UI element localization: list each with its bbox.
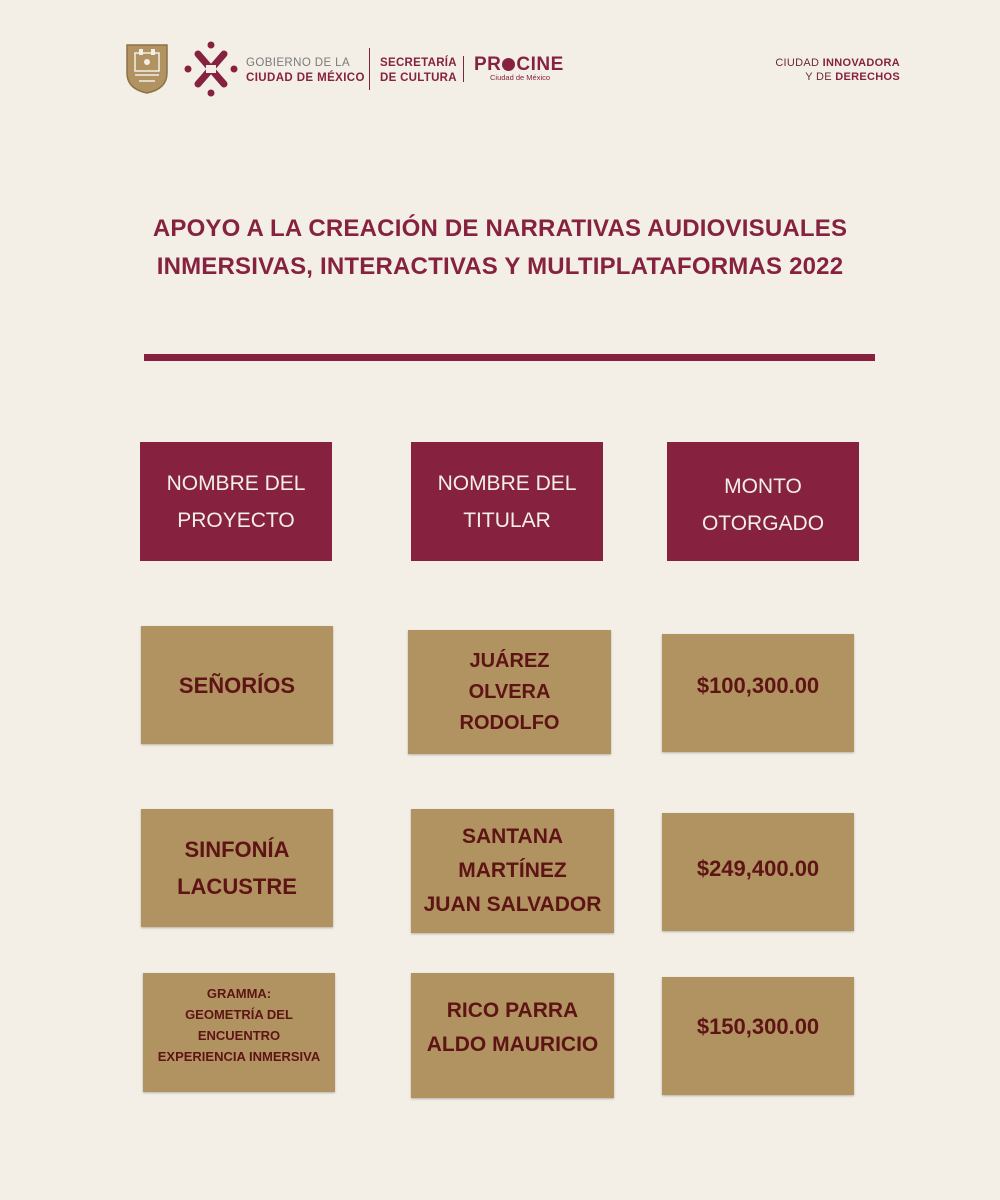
slogan-y-de: Y DE xyxy=(805,71,836,83)
procine-pr: PR xyxy=(474,54,502,75)
page-title xyxy=(100,210,900,286)
row-2-titular: SANTANA MARTÍNEZ JUAN SALVADOR xyxy=(411,809,614,933)
header-monto: MONTO OTORGADO xyxy=(667,442,859,561)
row-1-proyecto: SEÑORÍOS xyxy=(141,626,333,744)
procine-subtitle: Ciudad de México xyxy=(490,73,551,82)
title-line2: INMERSIVAS, INTERACTIVAS Y MULTIPLATAFORMAS 2022 xyxy=(156,253,844,280)
slogan-innovadora: INNOVADORA xyxy=(822,57,900,69)
row-3-monto: $150,300.00 xyxy=(662,977,854,1095)
slogan xyxy=(775,56,900,84)
slogan-ciudad: CIUDAD xyxy=(775,57,823,69)
row-2-proyecto: SINFONÍA LACUSTRE xyxy=(141,809,333,927)
header-divider xyxy=(463,56,464,82)
secretaria-line2: DE CULTURA xyxy=(380,72,457,84)
row-2-monto: $249,400.00 xyxy=(662,813,854,931)
gobierno-line1: GOBIERNO DE LA xyxy=(246,57,351,69)
row-3-titular: RICO PARRA ALDO MAURICIO xyxy=(411,973,614,1098)
row-1-titular: JUÁREZ OLVERA RODOLFO xyxy=(408,630,611,754)
procine-cine: CINE xyxy=(516,54,564,75)
row-3-proyecto: GRAMMA: GEOMETRÍA DEL ENCUENTRO EXPERIENCIA INMERSIVA xyxy=(143,973,335,1092)
gobierno-line2: CIUDAD DE MÉXICO xyxy=(246,72,365,84)
header-proyecto: NOMBRE DEL PROYECTO xyxy=(140,442,332,561)
header-titular: NOMBRE DEL TITULAR xyxy=(411,442,603,561)
header-divider xyxy=(369,48,370,90)
slogan-derechos: DERECHOS xyxy=(835,71,900,83)
title-divider xyxy=(144,354,875,361)
procine-circle-icon xyxy=(502,58,515,71)
row-1-monto: $100,300.00 xyxy=(662,634,854,752)
cdmx-emblem-icon xyxy=(184,40,238,98)
coat-of-arms-icon xyxy=(125,43,169,95)
title-line1: APOYO A LA CREACIÓN DE NARRATIVAS AUDIOVISUALES xyxy=(152,215,848,242)
secretaria-line1: SECRETARÍA xyxy=(380,57,457,69)
gobierno-cdmx-logo-text xyxy=(246,56,365,86)
secretaria-cultura-logo-text xyxy=(380,56,457,86)
